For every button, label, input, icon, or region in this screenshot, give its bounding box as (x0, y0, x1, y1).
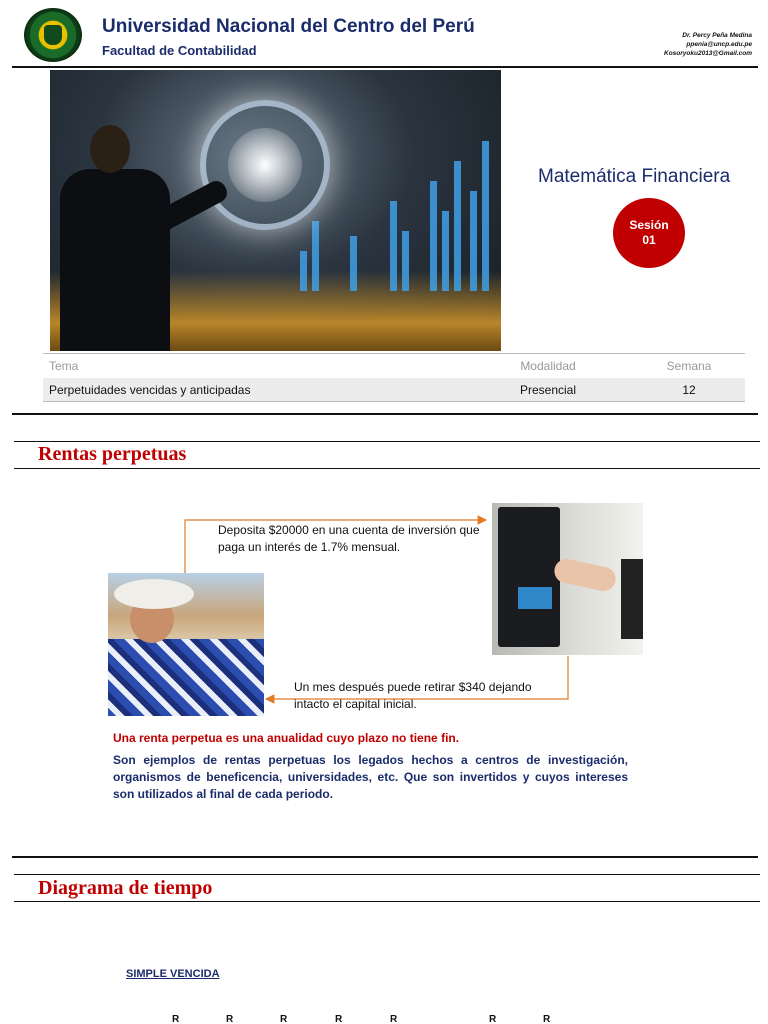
examples-text: Son ejemplos de rentas perpetuas los legados hechos a centros de investigación, organismos de beneficencia, universidades, etc. Que son invertidos y cuyos intereses son utilizados al final de cada periodo. (113, 753, 628, 801)
university-logo-icon (24, 8, 82, 62)
payment-label: R (489, 1014, 497, 1024)
payment-label: R (226, 1014, 234, 1024)
payment-label: R (280, 1014, 288, 1024)
diagram-subtitle: SIMPLE VENCIDA (126, 968, 220, 980)
info-divider (12, 413, 758, 415)
section1-title: Rentas perpetuas (38, 443, 187, 465)
author-info (664, 31, 752, 58)
author-email-2: Kosoryoku2013@Gmail.com (664, 50, 752, 57)
cell-tema: Perpetuidades vencidas y anticipadas (49, 382, 251, 397)
section-divider (12, 856, 758, 858)
cell-modalidad: Presencial (519, 382, 577, 397)
author-email-1: ppenia@uncp.edu.pe (686, 41, 752, 48)
definition-text: Una renta perpetua es una anualidad cuyo plazo no tiene fin. (113, 731, 460, 745)
session-number: 01 (642, 233, 656, 247)
course-info-table (43, 353, 745, 402)
header-tema: Tema (49, 359, 79, 373)
section2-top-rule (14, 874, 760, 875)
hero-image (50, 70, 501, 351)
section1-bottom-rule (14, 468, 760, 469)
cell-semana: 12 (682, 382, 696, 397)
header-semana: Semana (666, 359, 712, 373)
section2-bottom-rule (14, 901, 760, 902)
woman-photo (108, 573, 264, 716)
section2-title: Diagrama de tiempo (38, 877, 213, 899)
author-name: Dr. Percy Peña Medina (682, 32, 752, 39)
header-modalidad: Modalidad (520, 359, 576, 373)
payment-label: R (543, 1014, 551, 1024)
atm-photo (492, 503, 643, 655)
session-badge (613, 198, 685, 268)
course-title: Matemática Financiera (538, 166, 731, 187)
table-header-row (43, 354, 745, 378)
payment-label: R (335, 1014, 343, 1024)
section1-top-rule (14, 441, 760, 442)
session-label: Sesión (629, 218, 669, 232)
deposit-note: Deposita $20000 en una cuenta de inversión que paga un interés de 1.7% mensual. (218, 523, 480, 554)
table-row (43, 378, 745, 402)
university-name: Universidad Nacional del Centro del Perú (102, 16, 475, 37)
faculty-name: Facultad de Contabilidad (102, 43, 257, 58)
header-divider (12, 66, 758, 68)
payment-label: R (172, 1014, 180, 1024)
withdraw-note: Un mes después puede retirar $340 dejando intacto el capital inicial. (294, 680, 532, 711)
payment-label: R (390, 1014, 398, 1024)
